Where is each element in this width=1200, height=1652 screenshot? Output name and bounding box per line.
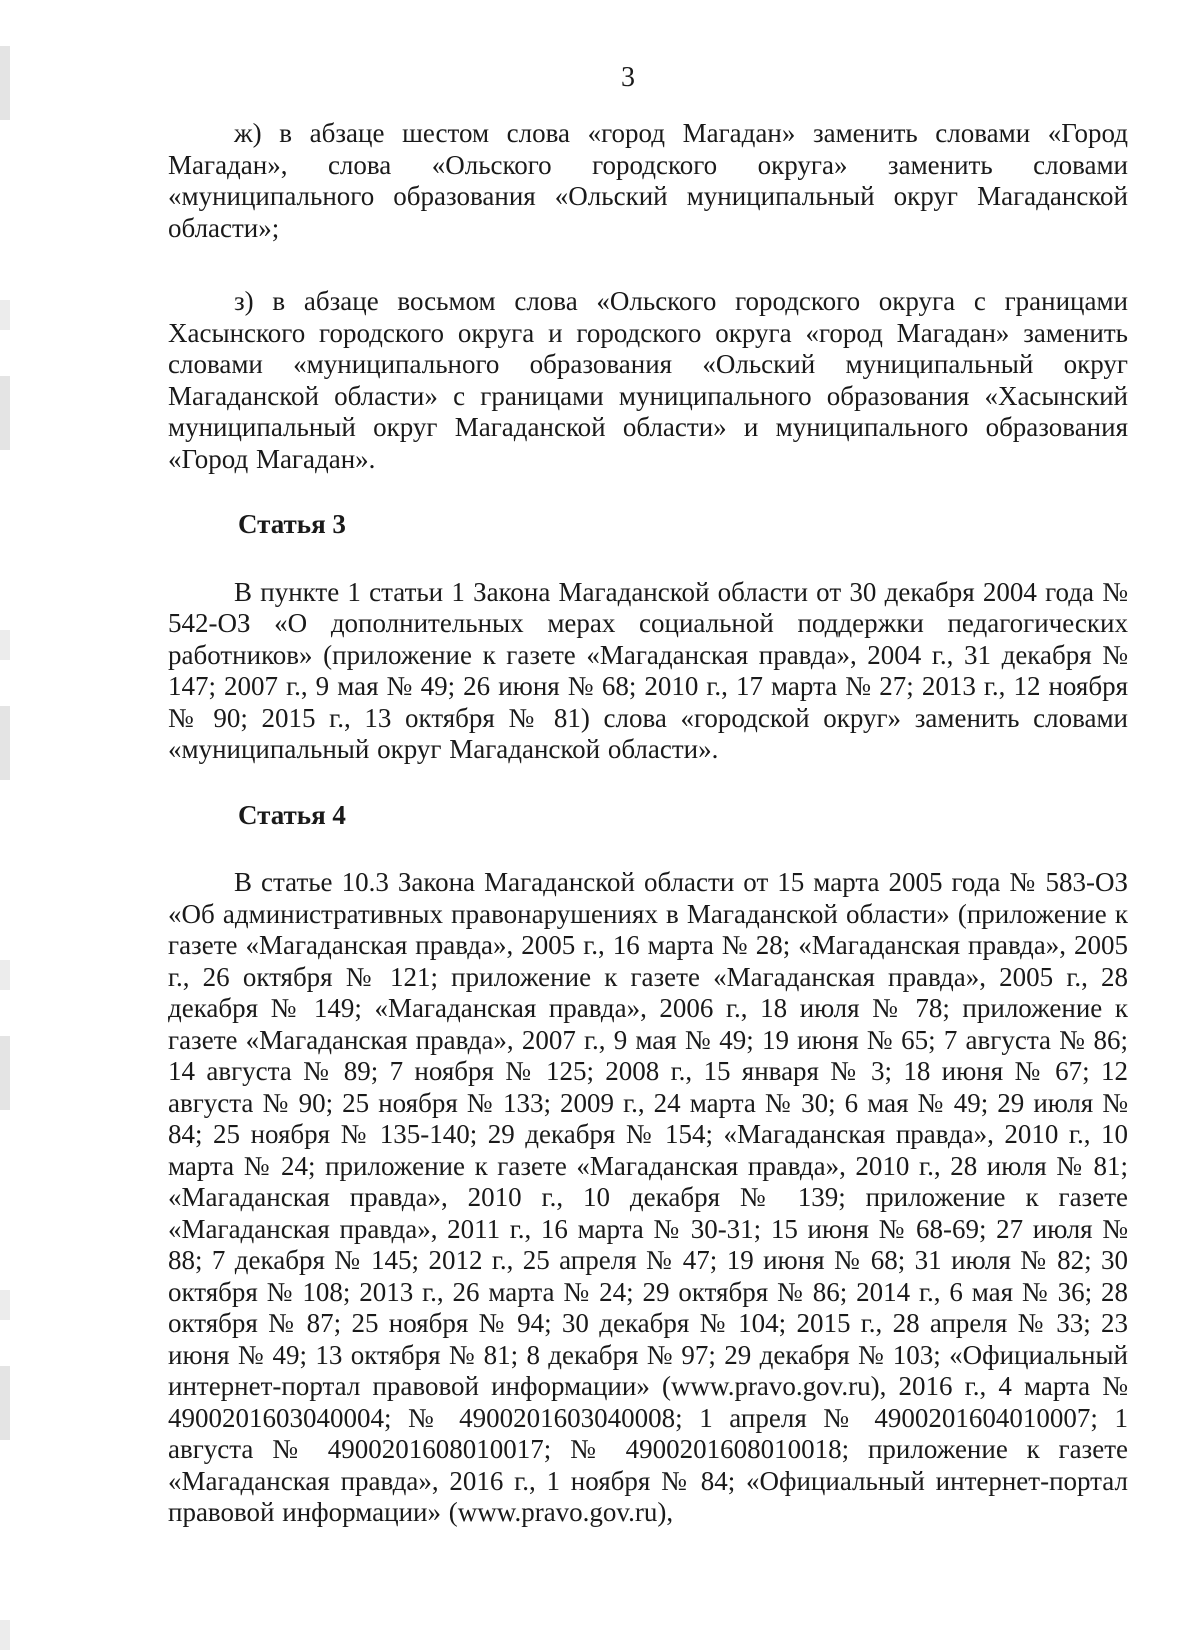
article-4-text: В статье 10.3 Закона Магаданской области от 15 марта 2005 года № 583-ОЗ «Об административных правонарушениях в Магаданской области» (приложение к газете «Магаданская правда», 2005 г., 16 марта № 28; «Магаданская правда», 2005 г., 26 октября № 121; приложение к газете «Магаданская правда», 2005 г., 28 декабря № 149; «Магаданская правда», 2006 г., 18 июля № 78; приложение к газете «Магаданская правда», 2007 г., 9 мая № 49; 19 июня № 65; 7 августа № 86; 14 августа № 89; 7 ноября № 125; 2008 г., 15 января № 3; 18 июня № 67; 12 августа № 90; 25 ноября № 133; 2009 г., 24 марта № 30; 6 мая № 49; 29 июля № 84; 25 ноября № 135-140; 29 декабря № 154; «Магаданская правда», 2010 г., 10 марта № 24; приложение к газете «Магаданская правда», 2010 г., 28 июля № 81; «Магаданская правда», 2010 г., 10 декабря № 139; приложение к газете «Магаданская правда», 2011 г., 16 марта № 30-31; 15 июня № 68-69; 27 июля № 88; 7 декабря № 145; 2012 г., 25 апреля № 47; 19 июня № 68; 31 июля № 82; 30 октября № 108; 2013 г., 26 марта № 24; 29 октября № 86; 2014 г., 6 мая № 36; 28 октября № 87; 25 ноября № 94; 30 декабря № 104; 2015 г., 28 апреля № 33; 23 июня № 49; 13 октября № 81; 8 декабря № 97; 29 декабря № 103; «Официальный интернет-портал правовой информации» (www.pravo.gov.ru), 2016 г., 4 марта № 4900201603040004; № 4900201603040008; 1 апреля № 4900201604010007; 1 августа № 4900201608010017; № 4900201608010018; приложение к газете «Магаданская правда», 2016 г., 1 ноября № 84; «Официальный интернет-портал правовой информации» (www.pravo.gov.ru), — [168, 867, 1128, 1527]
paragraph-zh: ж) в абзаце шестом слова «город Магадан» заменить словами «Город Магадан», слова «Ольского городского округа» заменить словами «муниципального образования «Ольский муниципальный округ Магаданской области»; — [168, 118, 1128, 243]
document-body — [168, 118, 1128, 1529]
article-3-text: В пункте 1 статьи 1 Закона Магаданской области от 30 декабря 2004 года № 542-ОЗ «О дополнительных мерах социальной поддержки педагогических работников» (приложение к газете «Магаданская правда», 2004 г., 31 декабря № 147; 2007 г., 9 мая № 49; 26 июня № 68; 2010 г., 17 марта № 27; 2013 г., 12 ноября № 90; 2015 г., 13 октября № 81) слова «городской округ» заменить словами «муниципальный округ Магаданской области». — [168, 576, 1128, 764]
article-3-heading: Статья 3 — [238, 509, 346, 539]
scan-edge-artifact — [0, 0, 10, 1652]
paragraph-z: з) в абзаце восьмом слова «Ольского городского округа с границами Хасынского городского округа и городского округа «город Магадан» заменить словами «муниципального образования «Ольский муниципальный округ Магаданской области» с границами муниципального образования «Хасынский муниципальный округ Магаданской области» и муниципального образования «Город Магадан». — [168, 286, 1128, 474]
page-number: 3 — [621, 62, 635, 93]
article-4-heading: Статья 4 — [238, 799, 346, 830]
